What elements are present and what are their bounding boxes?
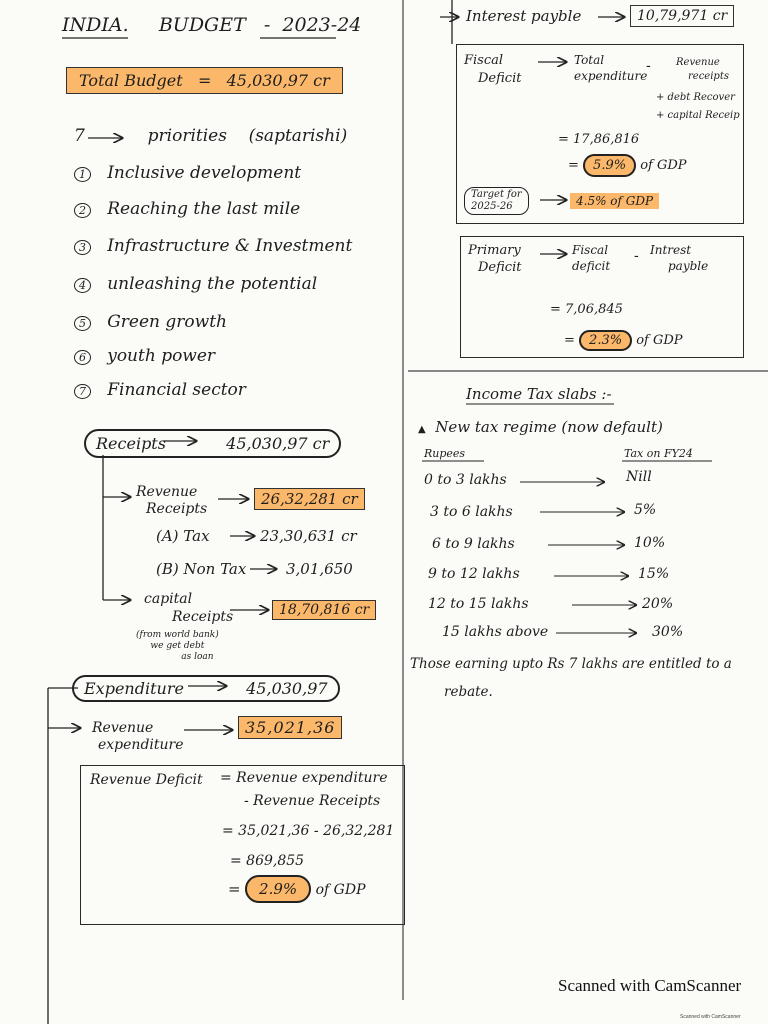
slab-tax: 5% [634, 502, 657, 518]
list-item [74, 380, 246, 400]
revenue-deficit-line2: - Revenue Receipts [244, 793, 381, 809]
item-num: 6 [74, 350, 91, 365]
slab-range: 3 to 6 lakhs [430, 504, 513, 520]
target-line2: 2025-26 [471, 201, 513, 212]
fiscal-plus-capital: + capital Receip [656, 110, 740, 121]
item-text: youth power [107, 346, 216, 366]
revenue-deficit-line1: = Revenue expenditure [220, 770, 388, 786]
tax-col-tax: Tax on FY24 [624, 447, 693, 460]
revenue-deficit-pct: 2.9% [245, 875, 311, 903]
capital-receipts-value: 18,70,816 cr [272, 600, 376, 620]
primary-fiscal-deficit [572, 242, 610, 274]
priorities-count: 7 [74, 126, 85, 146]
primary-pct: 2.3% [579, 330, 632, 351]
primary-pct-suffix: of GDP [636, 333, 683, 348]
revenue-exp-line2: expenditure [98, 737, 184, 753]
page-title [62, 14, 361, 36]
interest-label: Interest payble [466, 7, 582, 25]
revenue-expenditure-label [92, 720, 184, 754]
tax-rebate-note-line2: rebate. [444, 684, 493, 700]
title-word: BUDGET [158, 14, 246, 36]
slab-tax: 30% [652, 624, 684, 640]
priorities-label: priorities [147, 126, 227, 146]
total-budget-eq: = [197, 71, 212, 90]
item-text: Green growth [107, 312, 227, 332]
revenue-exp-line1: Revenue [92, 720, 154, 736]
revenue-deficit-pct-suffix: of GDP [315, 882, 366, 898]
note-line1: (from world bank) [136, 630, 219, 640]
priorities-note: (saptarishi) [248, 126, 348, 146]
fiscal-target-label [464, 187, 529, 215]
fiscal-pct-row: = 5.9% of GDP [568, 158, 687, 173]
tax-col-rupees: Rupees [424, 447, 466, 460]
priorities-heading [74, 126, 347, 146]
revenue-receipts-value: 26,32,281 cr [254, 488, 365, 510]
list-item [74, 199, 300, 219]
slab-range: 9 to 12 lakhs [428, 566, 520, 582]
interest-value: 10,79,971 cr [630, 5, 734, 27]
item-num: 2 [74, 203, 91, 218]
nontax-revenue-value: 3,01,650 [286, 560, 353, 578]
item-num: 4 [74, 278, 91, 293]
item-num: 1 [74, 167, 91, 182]
primary-deficit-label [468, 242, 521, 276]
table-row [424, 472, 507, 488]
revenue-receipts-line1: Revenue [136, 484, 198, 500]
fiscal-revenue-receipts [676, 56, 729, 84]
item-text: unleashing the potential [107, 274, 318, 294]
list-item [74, 274, 317, 294]
scanner-watermark-small: Scanned with CamScanner [680, 1014, 741, 1020]
tax-regime-text: New tax regime (now default) [435, 418, 663, 436]
note-line3: as loan [181, 652, 214, 662]
receipts-oval [84, 429, 341, 458]
slab-tax: 15% [638, 566, 670, 582]
primary-value: = 7,06,845 [550, 302, 623, 317]
capital-receipts-line1: capital [144, 591, 193, 607]
primary-interest [650, 242, 708, 274]
slab-range: 12 to 15 lakhs [428, 596, 529, 612]
total-budget-label: Total Budget [79, 71, 183, 90]
receipts-value: 45,030,97 cr [226, 434, 330, 453]
item-text: Financial sector [107, 380, 246, 400]
revenue-deficit-label: Revenue Deficit [90, 772, 203, 788]
revenue-receipts-line2: Receipts [146, 501, 208, 517]
fiscal-label-line1: Fiscal [464, 53, 504, 68]
capital-receipts-line2: Receipts [172, 609, 234, 625]
capital-receipts-note [136, 630, 219, 663]
receipts-label: Receipts [96, 434, 166, 453]
scanner-watermark: Scanned with CamScanner [558, 976, 742, 995]
slab-tax: 20% [642, 596, 674, 612]
capital-receipts-label [144, 590, 233, 626]
fiscal-target-value: 4.5% of GDP [570, 193, 659, 209]
tax-revenue-label: (A) Tax [156, 527, 210, 545]
expenditure-oval [72, 675, 340, 702]
revenue-receipts-label [136, 484, 207, 518]
fiscal-pct: 5.9% [583, 154, 636, 177]
target-line1: Target for [471, 189, 522, 200]
slab-range: 6 to 9 lakhs [432, 536, 515, 552]
fiscal-rr-line1: Revenue [676, 57, 720, 68]
item-text: Infrastructure & Investment [107, 236, 353, 256]
primary-label-line1: Primary [468, 243, 521, 258]
fiscal-value: = 17,86,816 [558, 132, 640, 147]
total-budget-value: 45,030,97 cr [226, 71, 330, 90]
list-item [74, 236, 352, 256]
primary-term-line3: Intrest [650, 243, 692, 257]
item-num: 7 [74, 384, 91, 399]
list-item [74, 346, 215, 366]
slab-range: 0 to 3 lakhs [424, 472, 507, 488]
expenditure-label: Expenditure [84, 679, 184, 698]
nontax-revenue-label: (B) Non Tax [156, 560, 247, 578]
fiscal-rr-line2: receipts [688, 71, 729, 82]
slab-tax: Nill [626, 469, 652, 485]
fiscal-deficit-label [464, 52, 521, 88]
table-row [442, 624, 548, 640]
primary-term-line2: deficit [572, 259, 611, 273]
note-line2: we get debt [150, 641, 205, 651]
table-row [428, 566, 520, 582]
primary-pct-row: = 2.3% of GDP [564, 333, 683, 348]
fiscal-total-exp [574, 52, 647, 84]
item-num: 3 [74, 240, 91, 255]
table-row [430, 504, 513, 520]
item-text: Inclusive development [107, 163, 302, 183]
item-num: 5 [74, 316, 91, 331]
fiscal-label-line2: Deficit [478, 71, 522, 86]
total-budget-box [66, 67, 343, 94]
title-country: INDIA. [62, 14, 129, 36]
list-item [74, 163, 301, 183]
fiscal-term-line1: Total [574, 53, 605, 67]
title-dash: - [263, 14, 271, 36]
table-row [428, 596, 529, 612]
item-text: Reaching the last mile [107, 199, 301, 219]
expenditure-value: 45,030,97 [246, 679, 328, 698]
tax-regime: ▲ New tax regime (now default) [418, 418, 663, 436]
fiscal-term-line2: expenditure [574, 69, 648, 83]
slab-range: 15 lakhs above [442, 624, 549, 640]
revenue-deficit-line4: = 869,855 [230, 853, 305, 869]
tax-heading: Income Tax slabs :- [466, 385, 612, 403]
list-item [74, 312, 227, 332]
primary-minus: - [634, 248, 639, 264]
fiscal-minus: - [646, 58, 651, 74]
primary-label-line2: Deficit [478, 260, 522, 275]
revenue-deficit-line3: = 35,021,36 - 26,32,281 [222, 823, 395, 839]
revenue-deficit-box [80, 765, 405, 925]
slab-tax: 10% [634, 535, 666, 551]
fiscal-pct-suffix: of GDP [640, 158, 687, 173]
primary-term-line4: payble [668, 259, 709, 273]
tax-rebate-note: Those earning upto Rs 7 lakhs are entitled to a [410, 656, 732, 672]
revenue-deficit-pct-row: = 2.9% of GDP [228, 880, 365, 898]
tax-revenue-value: 23,30,631 cr [260, 527, 357, 545]
revenue-expenditure-value: 35,021,36 [238, 716, 342, 739]
primary-term-line1: Fiscal [572, 243, 609, 257]
title-year: 2023-24 [282, 14, 362, 36]
fiscal-plus-debt: + debt Recover [656, 92, 735, 103]
table-row [432, 536, 515, 552]
